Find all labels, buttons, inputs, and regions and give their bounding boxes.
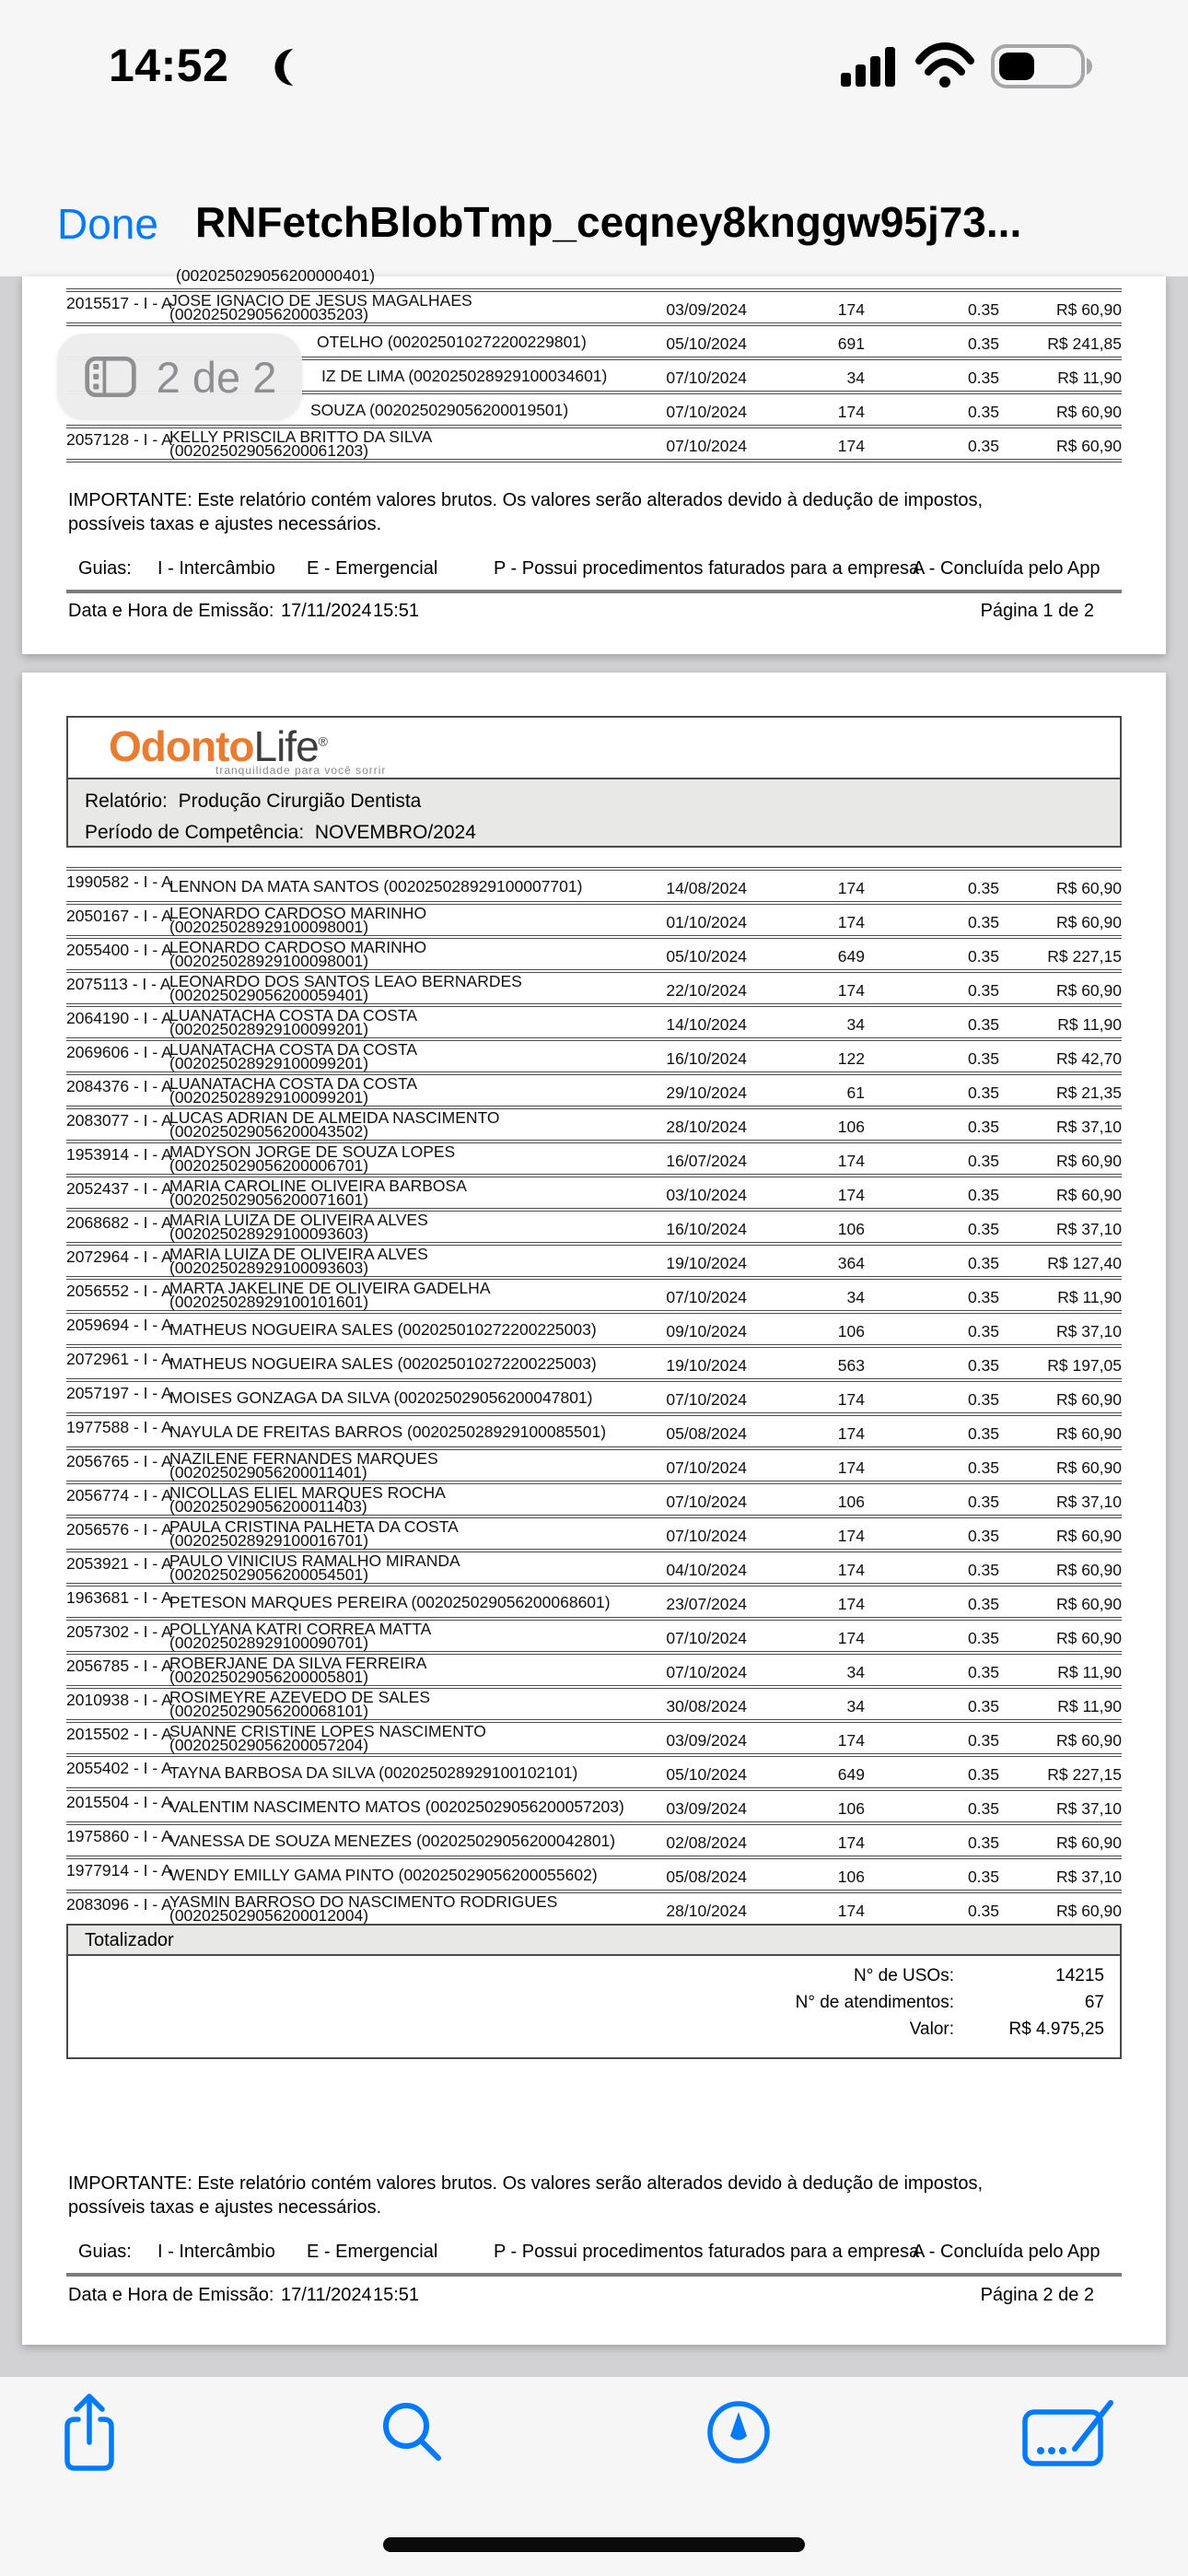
divider <box>66 590 1122 593</box>
emission-time: 15:51 <box>373 2285 420 2305</box>
thumbnails-icon <box>83 354 138 400</box>
table-row: 1990582 - I - A LENNON DA MATA SANTOS (002025028929100007701) 14/08/2024 174 0.35 R$ 60,90 <box>66 871 1122 905</box>
table-row: 2059694 - I - A MATHEUS NOGUEIRA SALES (002025010272200225003) 09/10/2024 106 0.35 R$ 37,10 <box>66 1314 1122 1348</box>
legend-item: I - Intercâmbio <box>157 2242 275 2262</box>
nav-bar <box>0 175 1188 276</box>
clock: 14:52 <box>109 40 229 91</box>
table-row: 2015504 - I - A VALENTIM NASCIMENTO MATOS (002025029056200057203) 03/09/2024 106 0.35 R$ 37,10 <box>66 1791 1122 1825</box>
totalizer-row: N° de atendimentos: 67 <box>795 1993 1104 2012</box>
document-title: RNFetchBlobTmp_ceqney8knggw95j73... <box>195 198 1022 246</box>
legend-item: E - Emergencial <box>307 2242 438 2262</box>
search-button[interactable] <box>362 2377 463 2488</box>
do-not-disturb-moon-icon <box>265 46 308 88</box>
legend-label: Guias: <box>78 2242 132 2262</box>
table-row: 2072961 - I - A MATHEUS NOGUEIRA SALES (002025010272200225003) 19/10/2024 563 0.35 R$ 197,05 <box>66 1348 1122 1382</box>
cellular-signal-icon <box>841 42 900 88</box>
table-row: 2068682 - I - A MARIA LUIZA DE OLIVEIRA ALVES (002025028929100093603) 16/10/2024 106 0.35 R$ 37,10 <box>66 1212 1122 1246</box>
share-button[interactable] <box>39 2377 140 2488</box>
totalizer-row: N° de USOs: 14215 <box>854 1966 1104 1985</box>
legend-item: P - Possui procedimentos faturados para a empresa <box>494 2242 920 2262</box>
report-title-row: Relatório: Produção Cirurgião Dentista <box>85 790 422 812</box>
table-row: 2084376 - I - A LUANATACHA COSTA DA COSTA (002025028929100099201) 29/10/2024 61 0.35 R$ 21,35 <box>66 1075 1122 1109</box>
table-row: 2072964 - I - A MARIA LUIZA DE OLIVEIRA ALVES (002025028929100093603) 19/10/2024 364 0.35 R$ 127,40 <box>66 1246 1122 1280</box>
logo-strip <box>68 718 1120 779</box>
emission-date: 17/11/2024 <box>281 601 372 621</box>
legend-label: Guias: <box>78 558 132 579</box>
signature-form-icon <box>1021 2395 1117 2469</box>
table-row: 2050167 - I - A LEONARDO CARDOSO MARINHO (002025028929100098001) 01/10/2024 174 0.35 R$ 60,90 <box>66 905 1122 939</box>
report-table-page2 <box>66 867 1122 1927</box>
totalizer-title: Totalizador <box>68 1926 1120 1956</box>
table-row: 2064190 - I - A LUANATACHA COSTA DA COSTA (002025028929100099201) 14/10/2024 34 0.35 R$ 11,90 <box>66 1007 1122 1041</box>
table-row: 2056576 - I - A PAULA CRISTINA PALHETA DA COSTA (002025028929100016701) 07/10/2024 174 0.35 R$ 60,90 <box>66 1518 1122 1552</box>
table-row: 2083077 - I - A LUCAS ADRIAN DE ALMEIDA NASCIMENTO (002025029056200043502) 28/10/2024 106 0.35 R$ 37,10 <box>66 1109 1122 1143</box>
report-period-row: Período de Competência: NOVEMBRO/2024 <box>85 822 476 843</box>
legend-item: E - Emergencial <box>307 558 438 579</box>
table-row: 2053921 - I - A PAULO VINICIUS RAMALHO MIRANDA (002025029056200054501) 04/10/2024 174 0.35 R$ 60,90 <box>66 1552 1122 1587</box>
table-row: 2015502 - I - A SUANNE CRISTINE LOPES NASCIMENTO (002025029056200057204) 03/09/2024 174 0.35 R$ 60,90 <box>66 1723 1122 1757</box>
table-row: 2056774 - I - A NICOLLAS ELIEL MARQUES ROCHA (002025029056200011403) 07/10/2024 106 0.35 R$ 37,10 <box>66 1484 1122 1518</box>
clipped-row-code: (002025029056200000401) <box>176 266 376 285</box>
table-row: 2057197 - I - A MOISES GONZAGA DA SILVA (002025029056200047801) 07/10/2024 174 0.35 R$ 60,90 <box>66 1382 1122 1416</box>
table-row: 2057128 - I - A KELLY PRISCILA BRITTO DA SILVA (002025029056200061203) 07/10/2024 174 0.35 R$ 60,90 <box>66 428 1122 463</box>
emission-date: 17/11/2024 <box>281 2285 372 2305</box>
table-row: 2055400 - I - A LEONARDO CARDOSO MARINHO (002025028929100098001) 05/10/2024 649 0.35 R$ 227,15 <box>66 939 1122 973</box>
emission-time: 15:51 <box>373 601 420 621</box>
table-row: 2075113 - I - A LEONARDO DOS SANTOS LEAO BERNARDES (002025029056200059401) 22/10/2024 174 0.35 R$ 60,90 <box>66 973 1122 1007</box>
table-row: SOUZA (002025029056200019501) 07/10/2024 174 0.35 R$ 60,90 <box>66 394 1122 428</box>
home-indicator[interactable] <box>383 2537 805 2552</box>
table-row: 1977914 - I - A WENDY EMILLY GAMA PINTO (002025029056200055602) 05/08/2024 106 0.35 R$ 37,10 <box>66 1859 1122 1893</box>
disclaimer-text: IMPORTANTE: Este relatório contém valores brutos. Os valores serão alterados devido à dedução de impostos, possíveis taxas e ajustes necessários. <box>68 490 984 534</box>
totalizer-row: Valor: R$ 4.975,25 <box>909 2020 1104 2039</box>
logo-tagline: tranquilidade para você sorrir <box>215 764 387 777</box>
disclaimer-text: IMPORTANTE: Este relatório contém valores brutos. Os valores serão alterados devido à dedução de impostos, possíveis taxas e ajustes necessários. <box>68 2173 984 2218</box>
pdf-page-2 <box>22 673 1166 2345</box>
page-indicator-text: 2 de 2 <box>156 352 277 402</box>
table-row: 2056785 - I - A ROBERJANE DA SILVA FERREIRA (002025029056200005801) 07/10/2024 34 0.35 R$ 11,90 <box>66 1655 1122 1689</box>
legend-item: I - Intercâmbio <box>157 558 275 579</box>
table-row: 2056552 - I - A MARTA JAKELINE DE OLIVEIRA GADELHA (002025028929100101601) 07/10/2024 34 0.35 R$ 11,90 <box>66 1280 1122 1314</box>
markup-pen-icon <box>705 2398 773 2466</box>
totalizer-box <box>66 1924 1122 2059</box>
totalizer-body <box>68 1956 1120 2057</box>
legend-item: A - Concluída pelo App <box>913 2242 1101 2262</box>
report-meta <box>68 779 1120 846</box>
emission-label: Data e Hora de Emissão: <box>68 601 274 621</box>
table-row: 2056765 - I - A NAZILENE FERNANDES MARQUES (002025029056200011401) 07/10/2024 174 0.35 R$ 60,90 <box>66 1450 1122 1484</box>
table-row: 1977588 - I - A NAYULA DE FREITAS BARROS (002025028929100085501) 05/08/2024 174 0.35 R$ 60,90 <box>66 1416 1122 1450</box>
table-row: 1953914 - I - A MADYSON JORGE DE SOUZA LOPES (002025029056200006701) 16/07/2024 174 0.35 R$ 60,90 <box>66 1143 1122 1177</box>
page-number: Página 2 de 2 <box>980 2285 1094 2305</box>
legend-item: A - Concluída pelo App <box>913 558 1101 579</box>
table-row: OTELHO (002025010272200229801) 05/10/2024 691 0.35 R$ 241,85 <box>66 326 1122 360</box>
odontolife-logo: OdontoLife® <box>109 722 327 770</box>
table-row: 2010938 - I - A ROSIMEYRE AZEVEDO DE SALES (002025029056200068101) 30/08/2024 34 0.35 R$ 11,90 <box>66 1689 1122 1723</box>
table-row: 2057302 - I - A POLLYANA KATRI CORREA MATTA (002025028929100090701) 07/10/2024 174 0.35 R$ 60,90 <box>66 1621 1122 1655</box>
signature-button[interactable] <box>1019 2377 1120 2488</box>
page-indicator-pill[interactable] <box>57 334 302 420</box>
report-header-box <box>66 716 1122 848</box>
page-number: Página 1 de 2 <box>980 601 1094 621</box>
table-row: 2052437 - I - A MARIA CAROLINE OLIVEIRA BARBOSA (002025029056200071601) 03/10/2024 174 0.35 R$ 60,90 <box>66 1177 1122 1212</box>
search-icon <box>379 2399 446 2465</box>
legend-item: P - Possui procedimentos faturados para a empresa <box>494 558 920 579</box>
table-row: 1975860 - I - A VANESSA DE SOUZA MENEZES (002025029056200042801) 02/08/2024 174 0.35 R$ 60,90 <box>66 1825 1122 1859</box>
battery-icon <box>991 42 1100 90</box>
done-button[interactable]: Done <box>57 200 158 248</box>
table-row: 1963681 - I - A PETESON MARQUES PEREIRA (002025029056200068601) 23/07/2024 174 0.35 R$ 60,90 <box>66 1587 1122 1621</box>
table-row: 2015517 - I - A JOSE IGNACIO DE JESUS MAGALHAES (002025029056200035203) 03/09/2024 174 0.35 R$ 60,90 <box>66 292 1122 326</box>
wifi-icon <box>914 42 975 88</box>
share-icon <box>55 2387 123 2477</box>
table-row: IZ DE LIMA (002025028929100034601) 07/10/2024 34 0.35 R$ 11,90 <box>66 360 1122 394</box>
table-row: 2083096 - I - A YASMIN BARROSO DO NASCIMENTO RODRIGUES (002025029056200012004) 28/10/2024 174 0.35 R$ 60,90 <box>66 1893 1122 1927</box>
status-bar <box>0 0 1188 111</box>
table-row: 2069606 - I - A LUANATACHA COSTA DA COSTA (002025028929100099201) 16/10/2024 122 0.35 R$ 42,70 <box>66 1041 1122 1075</box>
markup-button[interactable] <box>688 2377 789 2488</box>
table-row: 2055402 - I - A TAYNA BARBOSA DA SILVA (002025028929100102101) 05/10/2024 649 0.35 R$ 227,15 <box>66 1757 1122 1791</box>
divider <box>66 2273 1122 2277</box>
emission-label: Data e Hora de Emissão: <box>68 2285 274 2305</box>
pdf-viewport[interactable] <box>0 266 1188 2377</box>
